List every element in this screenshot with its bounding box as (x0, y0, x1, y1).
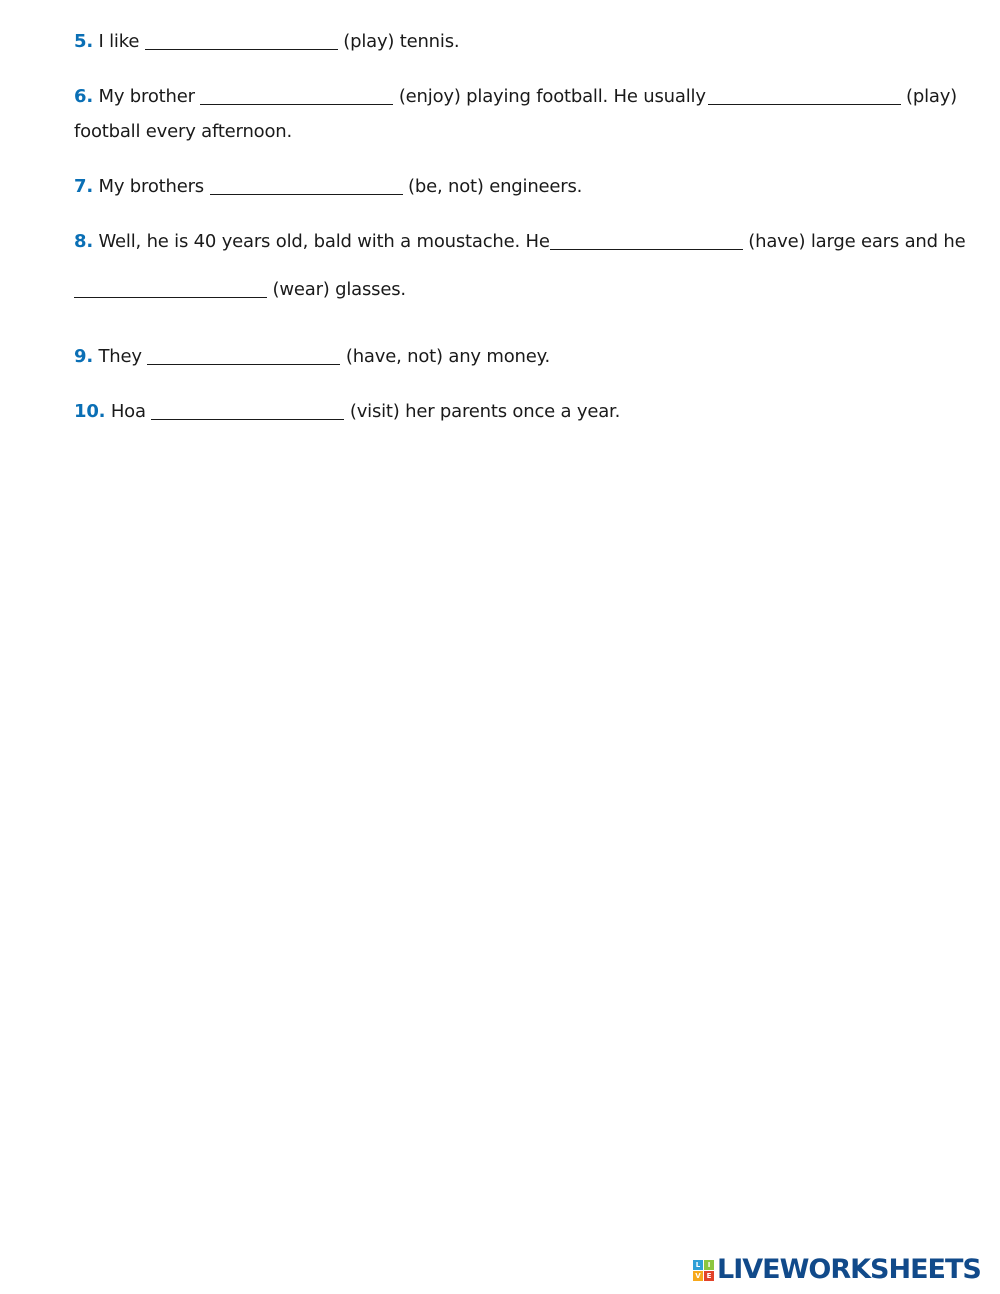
exercise-text: I like (98, 31, 140, 52)
exercise-text: football every afternoon. (74, 121, 293, 142)
exercise-number: 7. (74, 176, 93, 197)
exercise-text: (have, not) any money. (345, 346, 551, 367)
exercise-text: (play) (906, 86, 957, 107)
exercise-text: (enjoy) playing football. He usually (398, 86, 706, 107)
answer-blank[interactable] (74, 279, 267, 301)
exercise-number: 5. (74, 31, 93, 52)
answer-blank[interactable] (210, 176, 403, 198)
exercise-text: (have) large ears and he (748, 231, 966, 252)
logo-text: LIVEWORKSHEETS (717, 1254, 981, 1285)
exercise-text: (visit) her parents once a year. (349, 401, 621, 422)
exercise-10 (74, 401, 620, 423)
answer-blank[interactable] (708, 86, 901, 108)
exercise-number: 8. (74, 231, 93, 252)
answer-blank[interactable] (145, 31, 338, 53)
exercise-7 (74, 176, 582, 198)
logo-block: I (704, 1260, 714, 1270)
exercise-5 (74, 31, 459, 53)
answer-blank[interactable] (200, 86, 393, 108)
logo-block: V (693, 1271, 703, 1281)
exercise-text: They (98, 346, 142, 367)
exercise-6-continued (74, 121, 292, 143)
logo-block: E (704, 1271, 714, 1281)
exercise-9 (74, 346, 550, 368)
exercise-number: 6. (74, 86, 93, 107)
exercise-text: (play) tennis. (343, 31, 460, 52)
logo-blocks-icon (693, 1260, 714, 1281)
exercise-number: 10. (74, 401, 106, 422)
exercise-text: My brother (98, 86, 195, 107)
exercise-8 (74, 231, 966, 253)
liveworksheets-logo (693, 1256, 981, 1284)
answer-blank[interactable] (147, 346, 340, 368)
exercise-text: (be, not) engineers. (408, 176, 583, 197)
logo-block: L (693, 1260, 703, 1270)
answer-blank[interactable] (550, 231, 743, 253)
exercise-6 (74, 86, 957, 108)
exercise-text: My brothers (98, 176, 204, 197)
exercise-number: 9. (74, 346, 93, 367)
exercise-text: (wear) glasses. (272, 279, 406, 300)
exercise-8-continued (74, 279, 406, 301)
exercise-text: Well, he is 40 years old, bald with a moustache. He (98, 231, 550, 252)
answer-blank[interactable] (151, 401, 344, 423)
exercise-text: Hoa (110, 401, 146, 422)
